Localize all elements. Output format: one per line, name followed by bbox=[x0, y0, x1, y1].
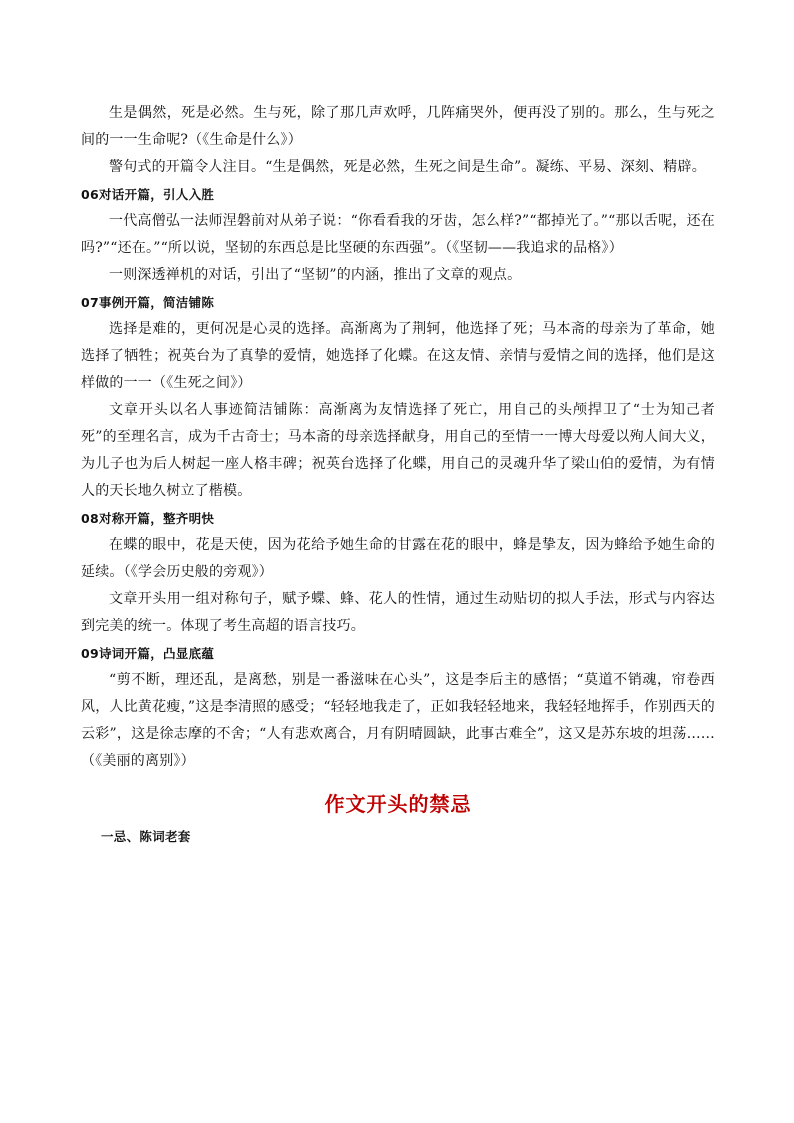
section-title: 作文开头的禁忌 bbox=[324, 792, 472, 816]
paragraph-comment-symmetry: 文章开头用一组对称句子，赋予蝶、蜂、花人的性情，通过生动贴切的拟人手法，形式与内容达到完美的统一。体现了考生高超的语言技巧。 bbox=[81, 591, 715, 634]
paragraph-quote-examples: 选择是难的，更何况是心灵的选择。高渐离为了荆轲，他选择了死；马本斋的母亲为了革命，她选择了牺牲；祝英台为了真挚的爱情，她选择了化蝶。在这友情、亲情与爱情之间的选择，他们是这样做的一一（《生死之间》） bbox=[81, 321, 715, 391]
paragraph-comment-examples: 文章开头以名人事迹简洁铺陈：高渐离为友情选择了死亡，用自己的头颅捍卫了“士为知己者死”的至理名言，成为千古奇士；马本斋的母亲选择献身，用自己的至情一一博大母爱以殉人间大义，为儿子也为后人树起一座人格丰碑；祝英台选择了化蝶，用自己的灵魂升华了梁山伯的爱情，为有情人的天长地久树立了楷模。 bbox=[81, 402, 715, 499]
heading-09: 09诗词开篇，凸显底蕴 bbox=[81, 646, 215, 661]
heading-08: 08对称开篇，整齐明快 bbox=[81, 511, 215, 526]
sub-heading-taboo-1: 一忌、陈词老套 bbox=[101, 829, 191, 844]
paragraph-quote-life: 生是偶然，死是必然。生与死，除了那几声欢呼，几阵痛哭外，便再没了别的。那么，生与死之间的一一生命呢?（《生命是什么》） bbox=[81, 105, 715, 148]
paragraph-comment-dialogue: 一则深透禅机的对话，引出了“坚韧”的内涵，推出了文章的观点。 bbox=[109, 267, 522, 283]
paragraph-quote-symmetry: 在蝶的眼中，花是天使，因为花给予她生命的甘露在花的眼中，蜂是挚友，因为蜂给予她生命的延续。（《学会历史般的旁观》） bbox=[81, 537, 715, 580]
paragraph-comment-aphorism: 警句式的开篇令人注目。“生是偶然，死是必然，生死之间是生命”。凝练、平易、深刻、精辟。 bbox=[109, 159, 706, 175]
heading-06: 06对话开篇，引人入胜 bbox=[81, 187, 215, 202]
document-content bbox=[81, 100, 715, 850]
heading-07: 07事例开篇，简洁铺陈 bbox=[81, 295, 215, 310]
paragraph-quote-poetry: “剪不断，理还乱，是离愁，别是一番滋味在心头”，这是李后主的感悟；“莫道不销魂，帘卷西风，人比黄花瘦，”这是李清照的感受；“轻轻地我走了，正如我轻轻地来，我轻轻地挥手，作别西天的云彩”，这是徐志摩的不舍；“人有悲欢离合，月有阴晴圆缺，此事古难全”，这又是苏东坡的坦荡……（《美丽的离别》） bbox=[81, 672, 715, 769]
paragraph-quote-dialogue: 一代高僧弘一法师涅磐前对从弟子说：“你看看我的牙齿，怎么样?”“都掉光了。”“那以舌呢，还在吗?”“还在。”“所以说，坚韧的东西总是比坚硬的东西强”。（《坚韧——我追求的品格》） bbox=[81, 213, 715, 256]
